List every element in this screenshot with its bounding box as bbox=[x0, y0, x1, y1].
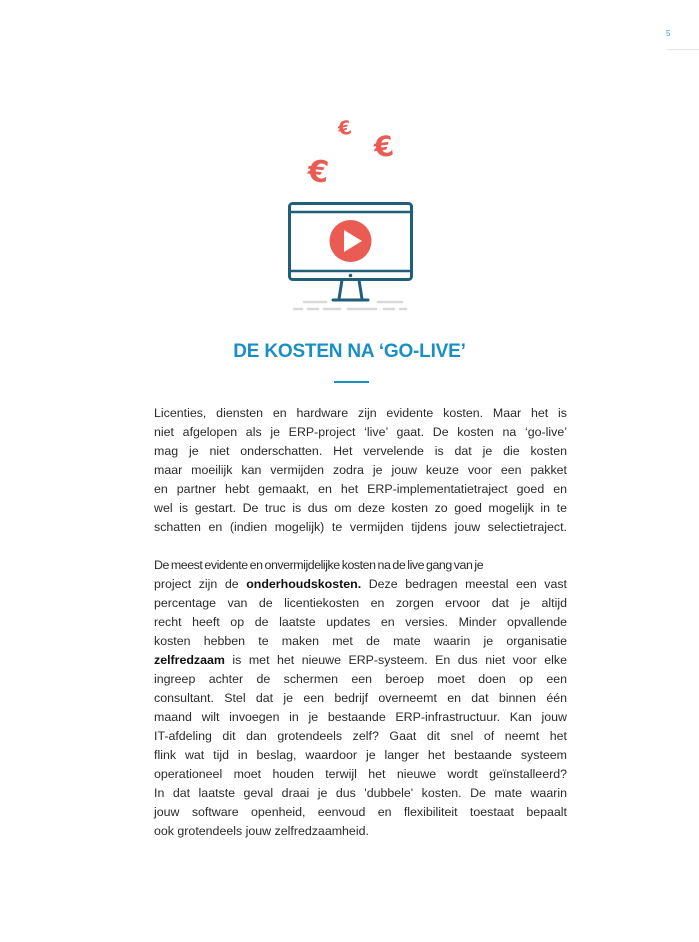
text-line: mag je niet onderschatten. Het vervelende is dat je die kosten bbox=[154, 444, 567, 458]
text-line: schatten en (indien mogelijk) te vermijden tijdens jouw selectietraject. bbox=[154, 520, 567, 534]
text-line: consultant. Stel dat je een bedrijf overneemt en dat binnen één bbox=[154, 691, 567, 705]
paragraph-maintenance bbox=[154, 556, 567, 841]
text-segment: is met het nieuwe ERP-systeem. En dus niet voor elke bbox=[224, 653, 567, 667]
emphasis-onderhoudskosten: onderhoudskosten. bbox=[246, 577, 362, 591]
text-line: IT-afdeling dit dan grotendeels zelf? Gaat dit snel of neemt het bbox=[154, 729, 567, 743]
text-line: ook grotendeels jouw zelfredzaamheid. bbox=[154, 824, 369, 838]
text-segment: project zijn de bbox=[154, 577, 247, 591]
euro-icon: € bbox=[371, 129, 396, 165]
text-line: kosten hebben te maken met de mate waarin je organisatie bbox=[154, 634, 567, 648]
title-underline bbox=[334, 381, 369, 383]
text-line: De meest evidente en onvermijdelijke kosten na de live gang van je bbox=[154, 558, 484, 572]
costs-illustration bbox=[282, 112, 422, 317]
text-line bbox=[154, 575, 567, 594]
text-line: niet afgelopen als je ERP-project ‘live’ gaat. De kosten na ‘go-live’ bbox=[154, 425, 567, 439]
page-number: 5 bbox=[666, 29, 671, 38]
page-number-divider bbox=[667, 49, 699, 50]
text-line: maand wilt invoegen in je bestaande ERP-infrastructuur. Kan jouw bbox=[154, 710, 567, 724]
text-line: In dat laatste geval draai je dus 'dubbele' kosten. De mate waarin bbox=[154, 786, 567, 800]
text-line: jouw software openheid, eenvoud en flexibiliteit toestaat bepaalt bbox=[154, 805, 567, 819]
shadow-lines bbox=[294, 302, 406, 309]
paragraph-intro bbox=[154, 404, 567, 537]
text-line: en partner hebt gemaakt, en het ERP-implementatietraject goed en bbox=[154, 482, 567, 496]
text-line bbox=[154, 651, 567, 670]
text-segment: Deze bedragen meestal een vast bbox=[361, 577, 567, 591]
text-line: operationeel moet houden terwijl het nieuwe wordt geïnstalleerd? bbox=[154, 767, 567, 781]
text-line: maar moeilijk kan vermijden zodra je jouw keuze voor een pakket bbox=[154, 463, 567, 477]
text-line: recht heeft op de laatste updates en versies. Minder opvallende bbox=[154, 615, 567, 629]
text-line: Licenties, diensten en hardware zijn evidente kosten. Maar het is bbox=[154, 406, 567, 420]
text-line: percentage van de licentiekosten en zorgen ervoor dat je altijd bbox=[154, 596, 567, 610]
section-title: DE KOSTEN NA ‘GO-LIVE’ bbox=[233, 341, 466, 362]
text-line: wel is gestart. De truc is dus om deze kosten zo goed mogelijk in te bbox=[154, 501, 567, 515]
text-line: flink wat tijd in beslag, waardoor je langer het bestaande systeem bbox=[154, 748, 567, 762]
play-icon bbox=[330, 220, 372, 262]
text-line: ingreep achter de schermen een beroep moet doen op een bbox=[154, 672, 567, 686]
emphasis-zelfredzaam: zelfredzaam bbox=[154, 653, 225, 667]
euro-icon: € bbox=[305, 153, 331, 191]
euro-icon: € bbox=[336, 116, 354, 141]
